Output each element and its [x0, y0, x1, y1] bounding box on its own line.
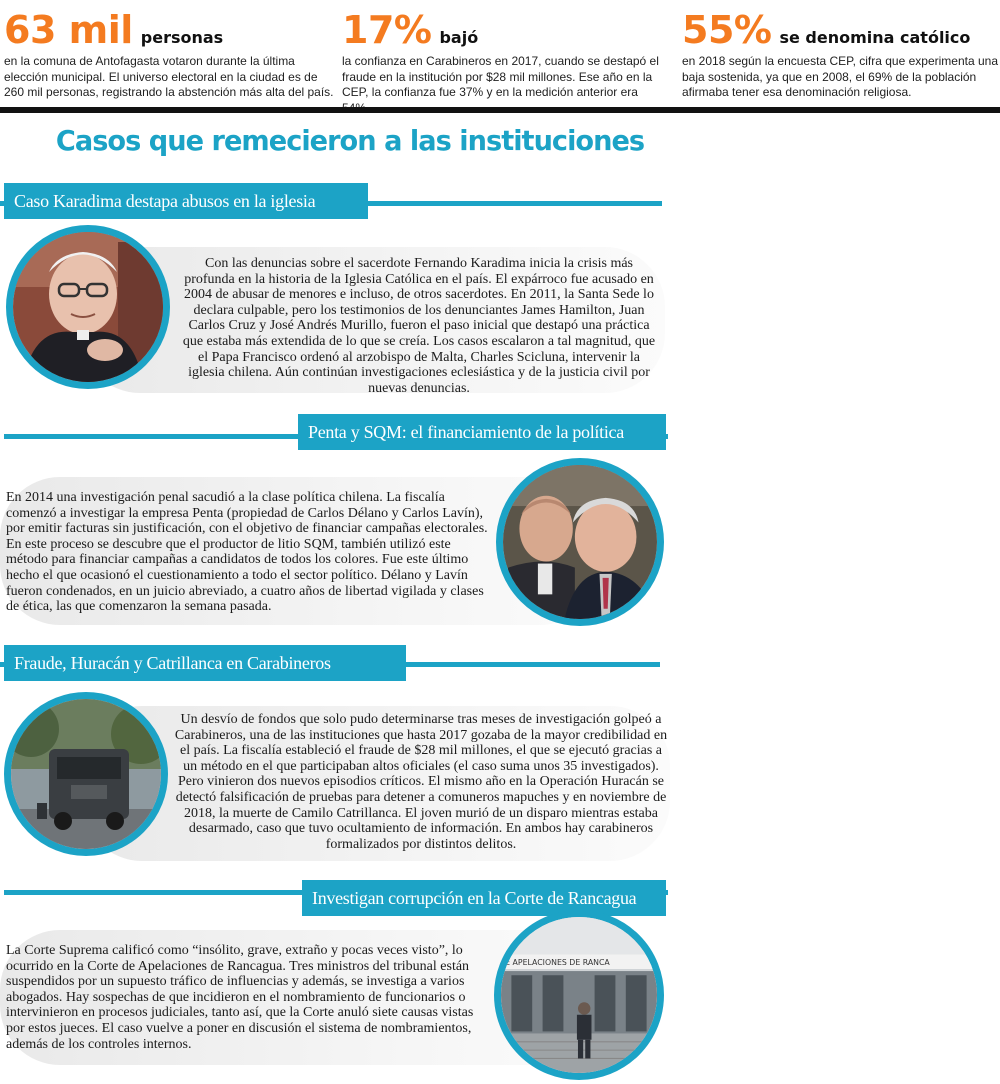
section-title-carabineros: Fraude, Huracán y Catrillanca en Carabineros	[4, 645, 406, 681]
stat-text: en la comuna de Antofagasta votaron durante la última elección municipal. El universo electoral en la ciudad es de 260 mil personas, registrando la abstención más alta del país.	[4, 54, 334, 99]
penta-photo	[496, 458, 664, 626]
karadima-image	[13, 232, 163, 382]
stat-word: personas	[140, 28, 224, 47]
stat-number: 63 mil	[4, 8, 133, 52]
stat-word: se denomina católico	[779, 28, 971, 47]
stat-number: 17%	[342, 8, 432, 52]
section-body-rancagua: La Corte Suprema calificó como “insólito, grave, extraño y pocas veces visto”, lo ocurrido en la Corte de Apelaciones de Rancagua. Tres ministros del tribunal están suspendidos por un supuesto tráfico de influencias y además, se investiga a varios abogados. Hay sospechas de que incidieron en el nombramiento de funcionarios o intervinieron en procesos judiciales, tanto así, que la Corte anuló siete causas vistas por estos jueces. El caso vuelve a poner en discusión el sistema de nombramientos, además de los controles internos.	[6, 943, 474, 1052]
karadima-photo	[6, 225, 170, 389]
rancagua-image	[501, 917, 657, 1073]
penta-image	[503, 465, 657, 619]
stat-antofagasta	[4, 10, 334, 104]
section-title-rancagua: Investigan corrupción en la Corte de Rancagua	[302, 880, 666, 916]
stat-text: la confianza en Carabineros en 2017, cuando se destapó el fraude en la institución por $28 mil millones. Ese año en la CEP, la confianza fue 37% y en la medición anterior era	[342, 54, 659, 99]
rancagua-photo	[494, 910, 664, 1080]
divider	[0, 107, 1000, 113]
section-body-karadima: Con las denuncias sobre el sacerdote Fernando Karadima inicia la crisis más profunda en la historia de la Iglesia Católica en el país. El expárroco fue acusado en 2004 de abusar de menores e incluso, de otros sacerdotes. En 2011, la Santa Sede lo declara culpable, pero los testimonios de los denunciantes James Hamilton, Juan Carlos Cruz y José Andrés Murillo, fueron el paso inicial que destapó una práctica que estaba más extendida de lo que se creía. Los casos escalaron a tal magnitud, que el Papa Francisco ordenó al arzobispo de Malta, Charles Scicluna, intervenir la iglesia chilena. Aún continúan investigaciones eclesiástica y de la justicia civil por nuevas denuncias.	[182, 256, 656, 396]
section-title-penta: Penta y SQM: el financiamiento de la política	[298, 414, 666, 450]
stat-catolico	[682, 10, 1000, 104]
stat-number: 55%	[682, 8, 772, 52]
carabineros-image	[11, 699, 161, 849]
stat-word: bajó	[439, 28, 479, 47]
page-title: Casos que remecieron a las instituciones	[55, 124, 645, 157]
carabineros-photo	[4, 692, 168, 856]
rancagua-sign: E APELACIONES DE RANCA	[505, 957, 610, 967]
stat-carabineros	[342, 10, 662, 104]
section-body-penta: En 2014 una investigación penal sacudió a la clase política chilena. La fiscalía comenzó a investigar la empresa Penta (propiedad de Carlos Délano y Carlos Lavín), por emitir facturas sin justificación, con el objetivo de financiar campañas electorales. En este proceso se descubre que el productor de litio SQM, también utilizó este método para financiar campañas a candidatos de todos los colores. Fue este último hecho el que ocasionó el cuestionamiento a todo el sector político. Délano y Lavín fueron condenados, en un juicio abreviado, a cuatro años de libertad vigilada y clases de ética, las que comenzaron la semana pasada.	[6, 490, 488, 615]
section-title-karadima: Caso Karadima destapa abusos en la iglesia	[4, 183, 368, 219]
stat-text: en 2018 según la encuesta CEP, cifra que experimenta una baja sostenida, ya que en 2008, el 69% de la población afirmaba tener esa denominación religiosa.	[682, 54, 998, 99]
section-body-carabineros: Un desvío de fondos que solo pudo determinarse tras meses de investigación golpeó a Carabineros, una de las instituciones que hasta 2017 gozaba de la mayor credibilidad en el país. La fiscalía estableció el fraude de $28 mil millones, el que se ejecutó gracias a un método en el que participaban altos oficiales (el caso suma unos 35 investigados). Pero vinieron dos nuevos episodios críticos. El mismo año en la Operación Huracán se detectó falsificación de pruebas para detener a comuneros mapuches y en noviembre de 2018, la muerte de Camilo Catrillanca. El joven murió de un disparo mientras estaba desarmado, caso que tuvo ocultamiento de información. En ambos hay carabineros formalizados por distintos delitos.	[174, 712, 668, 852]
